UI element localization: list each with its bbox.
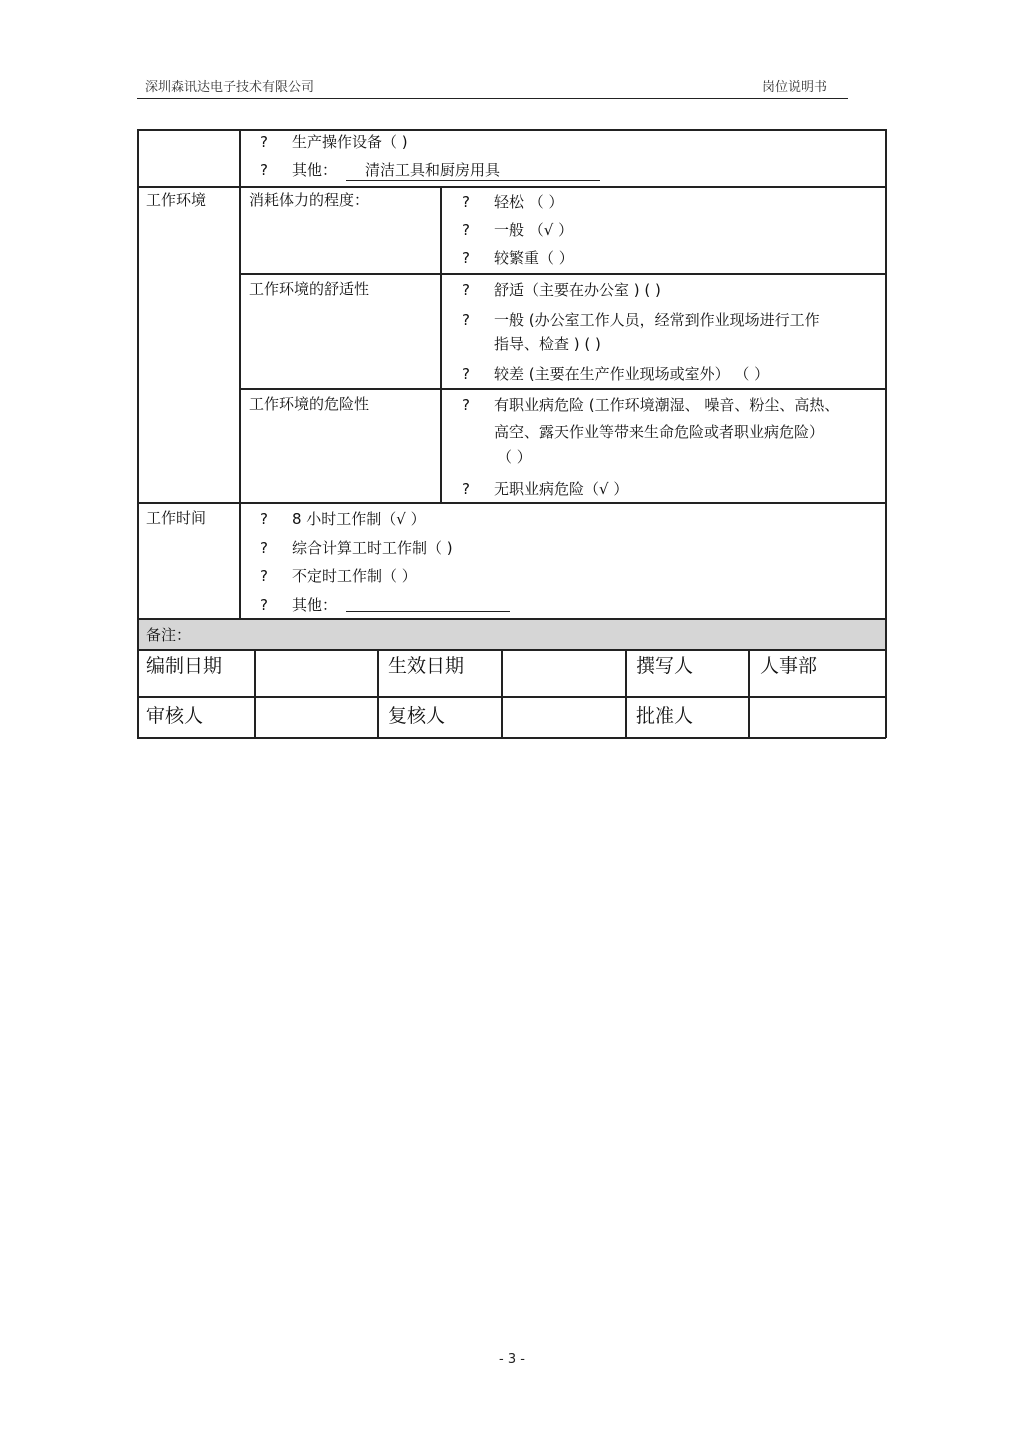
bullet-icon: ?: [260, 567, 268, 585]
physical-option-light: 轻松 （ ）: [494, 193, 564, 211]
signoff-effective-date-label: 生效日期: [388, 655, 465, 677]
bullet-icon: ?: [260, 596, 268, 614]
fill-in-underline: [346, 180, 600, 181]
bullet-icon: ?: [462, 221, 470, 239]
physical-option-heavy: 较繁重（ ）: [494, 249, 574, 267]
worktime-option-comprehensive: 综合计算工时工作制（ ): [292, 539, 453, 557]
work-environment-label: 工作环境: [146, 191, 207, 209]
remarks-row-background: [138, 619, 885, 649]
bullet-icon: ?: [260, 539, 268, 557]
equipment-item-production: 生产操作设备（ ): [292, 133, 408, 151]
danger-option-hazard-line1: 有职业病危险 (工作环境潮湿、 噪音、粉尘、高热、: [494, 396, 840, 414]
worktime-option-8hour: 8 小时工作制（√ ）: [292, 510, 426, 528]
fill-in-underline: [346, 611, 510, 612]
comfort-option-poor: 较差 (主要在生产作业现场或室外） （ ）: [494, 365, 770, 383]
bullet-icon: ?: [462, 311, 470, 329]
worktime-option-flexible: 不定时工作制（ ）: [292, 567, 417, 585]
work-time-label: 工作时间: [146, 509, 207, 527]
page-number: - 3 -: [499, 1352, 525, 1367]
comfort-option-normal-line1: 一般 (办公室工作人员，经常到作业现场进行工作: [494, 311, 820, 329]
physical-option-moderate: 一般 （√ ）: [494, 221, 574, 239]
signoff-reviewer-label: 审核人: [146, 705, 204, 727]
remarks-label: 备注：: [146, 626, 192, 644]
bullet-icon: ?: [462, 396, 470, 414]
equipment-item-other-label: 其他：: [292, 161, 338, 179]
company-name: 深圳森讯达电子技术有限公司: [145, 80, 315, 95]
equipment-item-other-value: 清洁工具和厨房用具: [365, 161, 501, 179]
physical-exertion-label: 消耗体力的程度：: [249, 191, 370, 209]
signoff-approver-label: 批准人: [636, 705, 694, 727]
comfort-label: 工作环境的舒适性: [249, 280, 370, 298]
bullet-icon: ?: [462, 480, 470, 498]
bullet-icon: ?: [462, 281, 470, 299]
danger-option-hazard-line3: （ ）: [497, 448, 532, 466]
bullet-icon: ?: [462, 249, 470, 267]
bullet-icon: ?: [260, 510, 268, 528]
danger-label: 工作环境的危险性: [249, 395, 370, 413]
header-rule: [137, 98, 848, 99]
comfort-option-normal-line2: 指导、检查 ) ( ): [494, 335, 601, 353]
signoff-author-value: 人事部: [760, 655, 818, 677]
worktime-option-other-label: 其他：: [292, 596, 338, 614]
bullet-icon: ?: [260, 133, 268, 151]
document-type: 岗位说明书: [762, 80, 828, 95]
signoff-author-label: 撰写人: [636, 655, 694, 677]
signoff-rechecker-label: 复核人: [388, 705, 446, 727]
danger-option-none: 无职业病危险（√ ）: [494, 480, 629, 498]
signoff-prepared-date-label: 编制日期: [146, 655, 223, 677]
bullet-icon: ?: [260, 161, 268, 179]
danger-option-hazard-line2: 高空、露天作业等带来生命危险或者职业病危险）: [494, 423, 825, 441]
comfort-option-comfortable: 舒适（主要在办公室 ) ( ): [494, 281, 661, 299]
bullet-icon: ?: [462, 193, 470, 211]
bullet-icon: ?: [462, 365, 470, 383]
